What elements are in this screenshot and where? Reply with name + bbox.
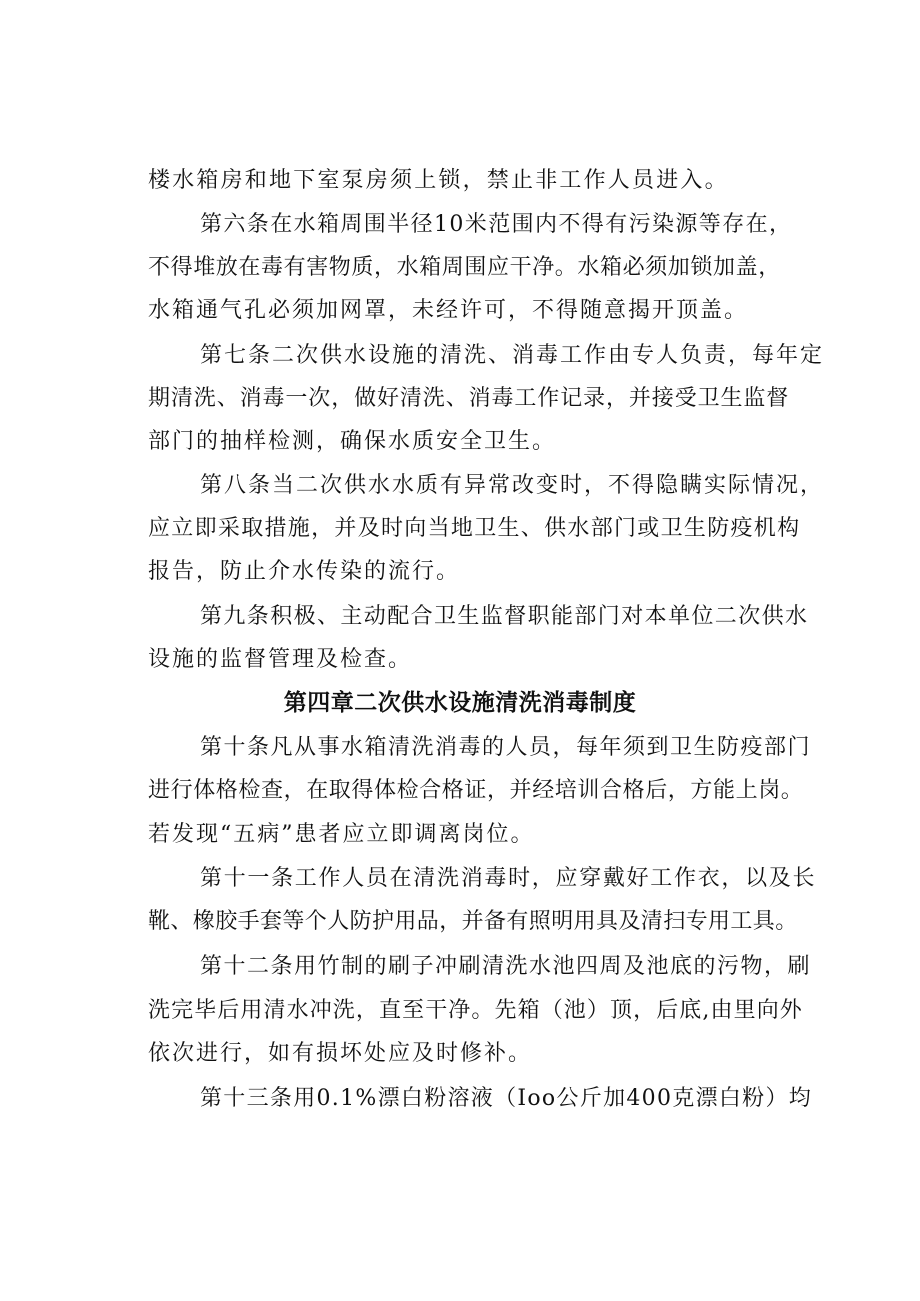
paragraph-line: 第六条在水箱周围半径10米范围内不得有污染源等存在， xyxy=(200,212,793,237)
paragraph-line: 第十三条用0.1%漂白粉溶液（Ioo公斤加400克漂白粉）均 xyxy=(200,1086,813,1111)
paragraph-line: 第九条积极、主动配合卫生监督职能部门对本单位二次供水 xyxy=(200,604,809,629)
paragraph-line: 第十二条用竹制的刷子冲刷清洗水池四周及池底的污物，刷 xyxy=(200,954,812,979)
paragraph-line: 设施的监督管理及检查。 xyxy=(148,647,413,672)
paragraph-line: 第七条二次供水设施的清洗、消毒工作由专人负责，每年定 xyxy=(200,343,825,368)
paragraph-line: 若发现“五病”患者应立即调离岗位。 xyxy=(148,822,535,847)
paragraph-line: 洗完毕后用清水冲洗，直至干净。先箱（池）顶，后底,由里向外 xyxy=(148,998,803,1023)
paragraph-line: 期清洗、消毒一次，做好清洗、消毒工作记录，并接受卫生监督 xyxy=(148,386,790,411)
paragraph-line: 第十条凡从事水箱清洗消毒的人员，每年须到卫生防疫部门 xyxy=(200,735,812,760)
paragraph-line: 第八条当二次供水水质有异常改变时，不得隐瞒实际情况， xyxy=(200,473,825,498)
paragraph-line: 靴、橡胶手套等个人防护用品，并备有照明用具及清扫专用工具。 xyxy=(148,909,798,934)
chapter-heading: 第四章二次供水设施清洗消毒制度 xyxy=(283,690,637,716)
paragraph-line: 进行体格检查，在取得体检合格证，并经培训合格后，方能上岗。 xyxy=(148,778,804,803)
paragraph-line: 部门的抽样检测，确保水质安全卫生。 xyxy=(148,429,557,454)
paragraph-line: 不得堆放在毒有害物质，水箱周围应干净。水箱必须加锁加盖， xyxy=(148,255,781,280)
paragraph-line: 水箱通气孔必须加网罩，未经许可，不得随意揭开顶盖。 xyxy=(148,298,749,323)
paragraph-line: 依次进行，如有损坏处应及时修补。 xyxy=(148,1041,533,1066)
paragraph-line: 应立即采取措施，并及时向当地卫生、供水部门或卫生防疫机构 xyxy=(148,516,801,541)
paragraph-line: 报告，防止介水传染的流行。 xyxy=(148,559,461,584)
paragraph-line: 楼水箱房和地下室泵房须上锁，禁止非工作人员进入。 xyxy=(148,168,729,193)
paragraph-line: 第十一条工作人员在清洗消毒时，应穿戴好工作衣，以及长 xyxy=(200,866,817,891)
